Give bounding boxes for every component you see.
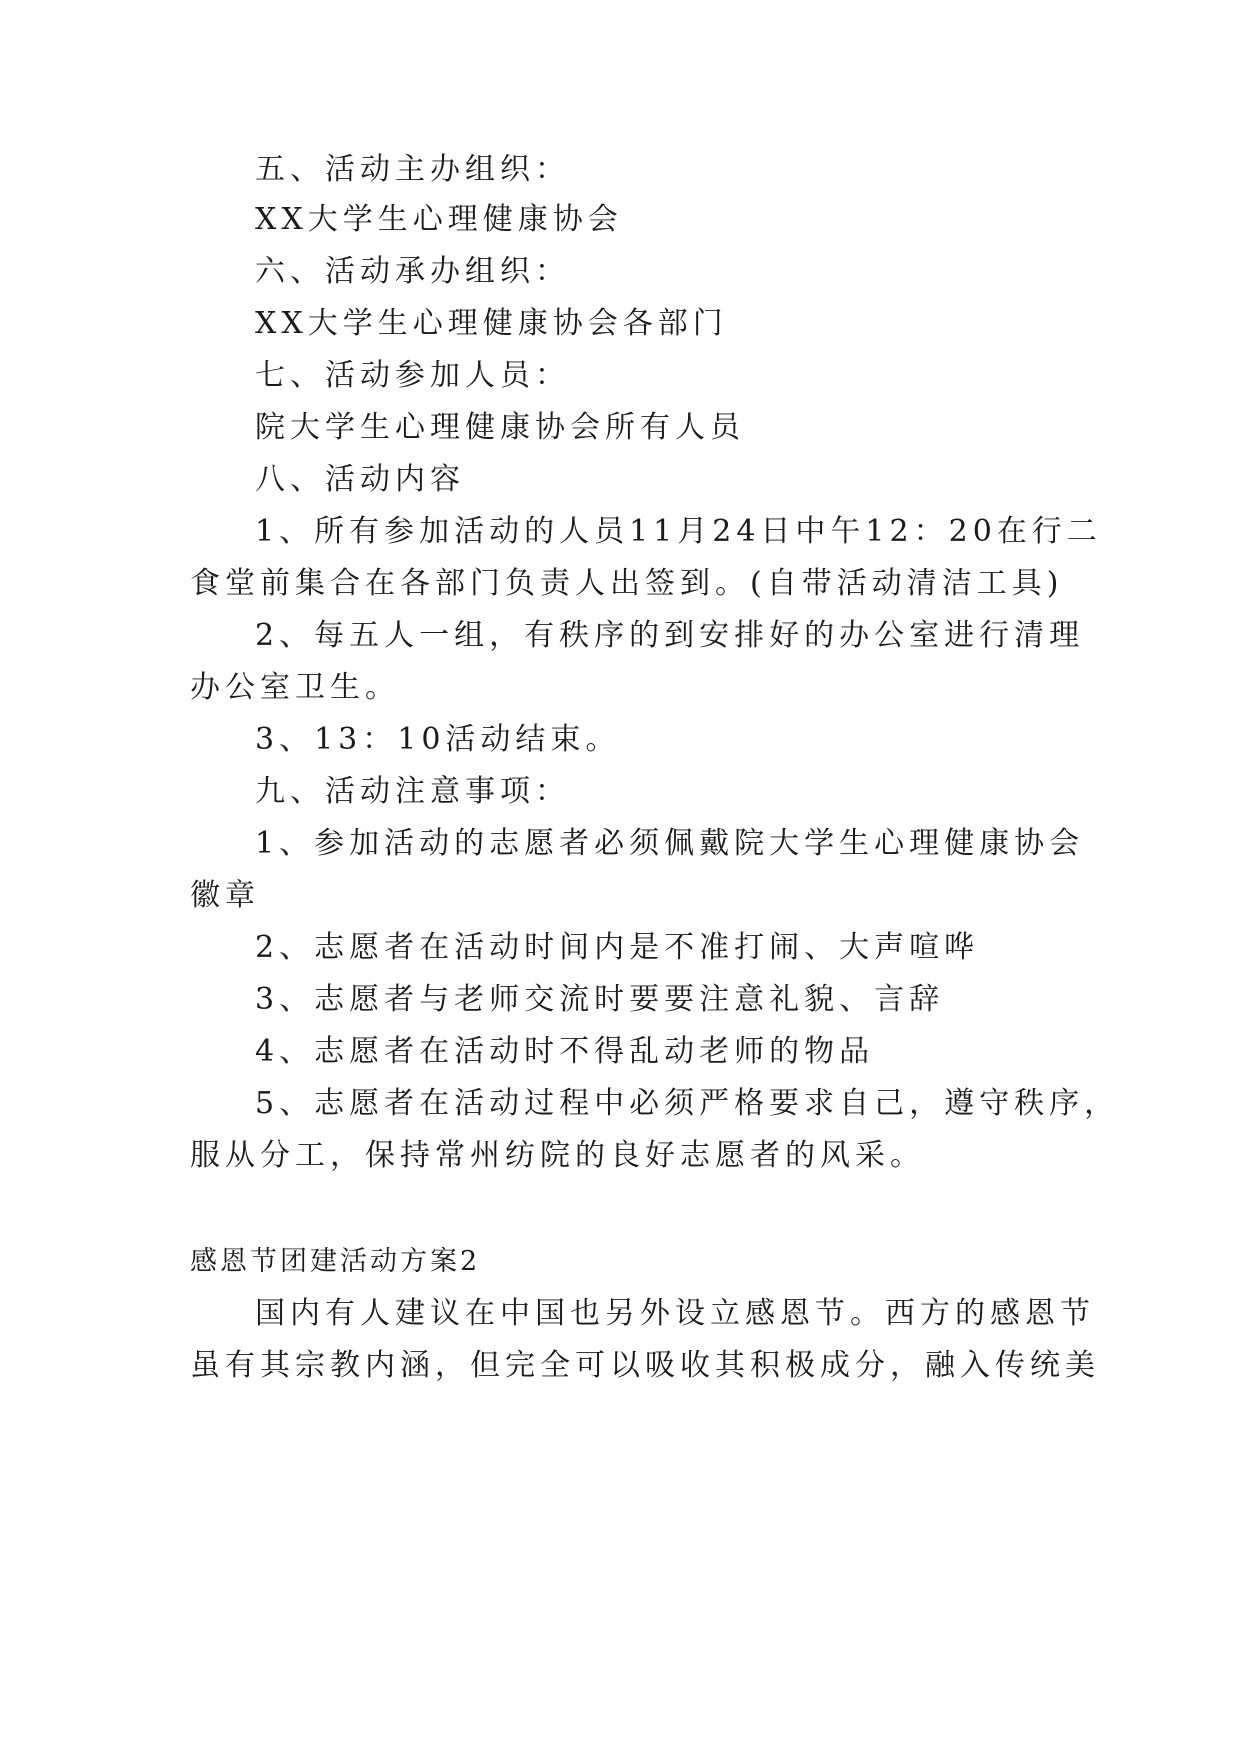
paragraph-note-1-cont: 徽章 — [190, 878, 260, 913]
paragraph-note-5-cont: 服从分工，保持常州纺院的良好志愿者的风采。 — [190, 1138, 925, 1173]
section-title: 感恩节团建活动方案2 — [190, 1246, 481, 1277]
paragraph-note-4: 4、志愿者在活动时不得乱动老师的物品 — [255, 1034, 875, 1069]
paragraph-note-1: 1、参加活动的志愿者必须佩戴院大学生心理健康协会 — [255, 826, 1085, 861]
paragraph-note-2: 2、志愿者在活动时间内是不准打闹、大声喧哗 — [255, 930, 980, 965]
paragraph-note-5: 5、志愿者在活动过程中必须严格要求自己，遵守秩序， — [255, 1086, 1120, 1121]
paragraph-section-1: 国内有人建议在中国也另外设立感恩节。西方的感恩节 — [255, 1296, 1095, 1331]
heading-co-organizer: 六、活动承办组织： — [255, 254, 570, 289]
paragraph-content-3: 3、13：10活动结束。 — [255, 722, 621, 757]
paragraph-participants: 院大学生心理健康协会所有人员 — [255, 410, 745, 445]
paragraph-organizer: XX大学生心理健康协会 — [255, 202, 623, 237]
paragraph-content-1-cont: 食堂前集合在各部门负责人出签到。(自带活动清洁工具) — [190, 566, 1064, 601]
paragraph-content-1: 1、所有参加活动的人员11月24日中午12：20在行二 — [255, 514, 1102, 549]
paragraph-content-2: 2、每五人一组，有秩序的到安排好的办公室进行清理 — [255, 618, 1085, 653]
heading-notes: 九、活动注意事项： — [255, 774, 570, 809]
heading-organizer: 五、活动主办组织： — [255, 152, 570, 187]
paragraph-content-2-cont: 办公室卫生。 — [190, 670, 400, 705]
paragraph-co-organizer: XX大学生心理健康协会各部门 — [255, 306, 728, 341]
paragraph-note-3: 3、志愿者与老师交流时要要注意礼貌、言辞 — [255, 982, 945, 1017]
paragraph-section-1-cont: 虽有其宗教内涵，但完全可以吸收其积极成分，融入传统美 — [190, 1348, 1100, 1383]
heading-participants: 七、活动参加人员： — [255, 358, 570, 393]
heading-content: 八、活动内容 — [255, 462, 465, 497]
